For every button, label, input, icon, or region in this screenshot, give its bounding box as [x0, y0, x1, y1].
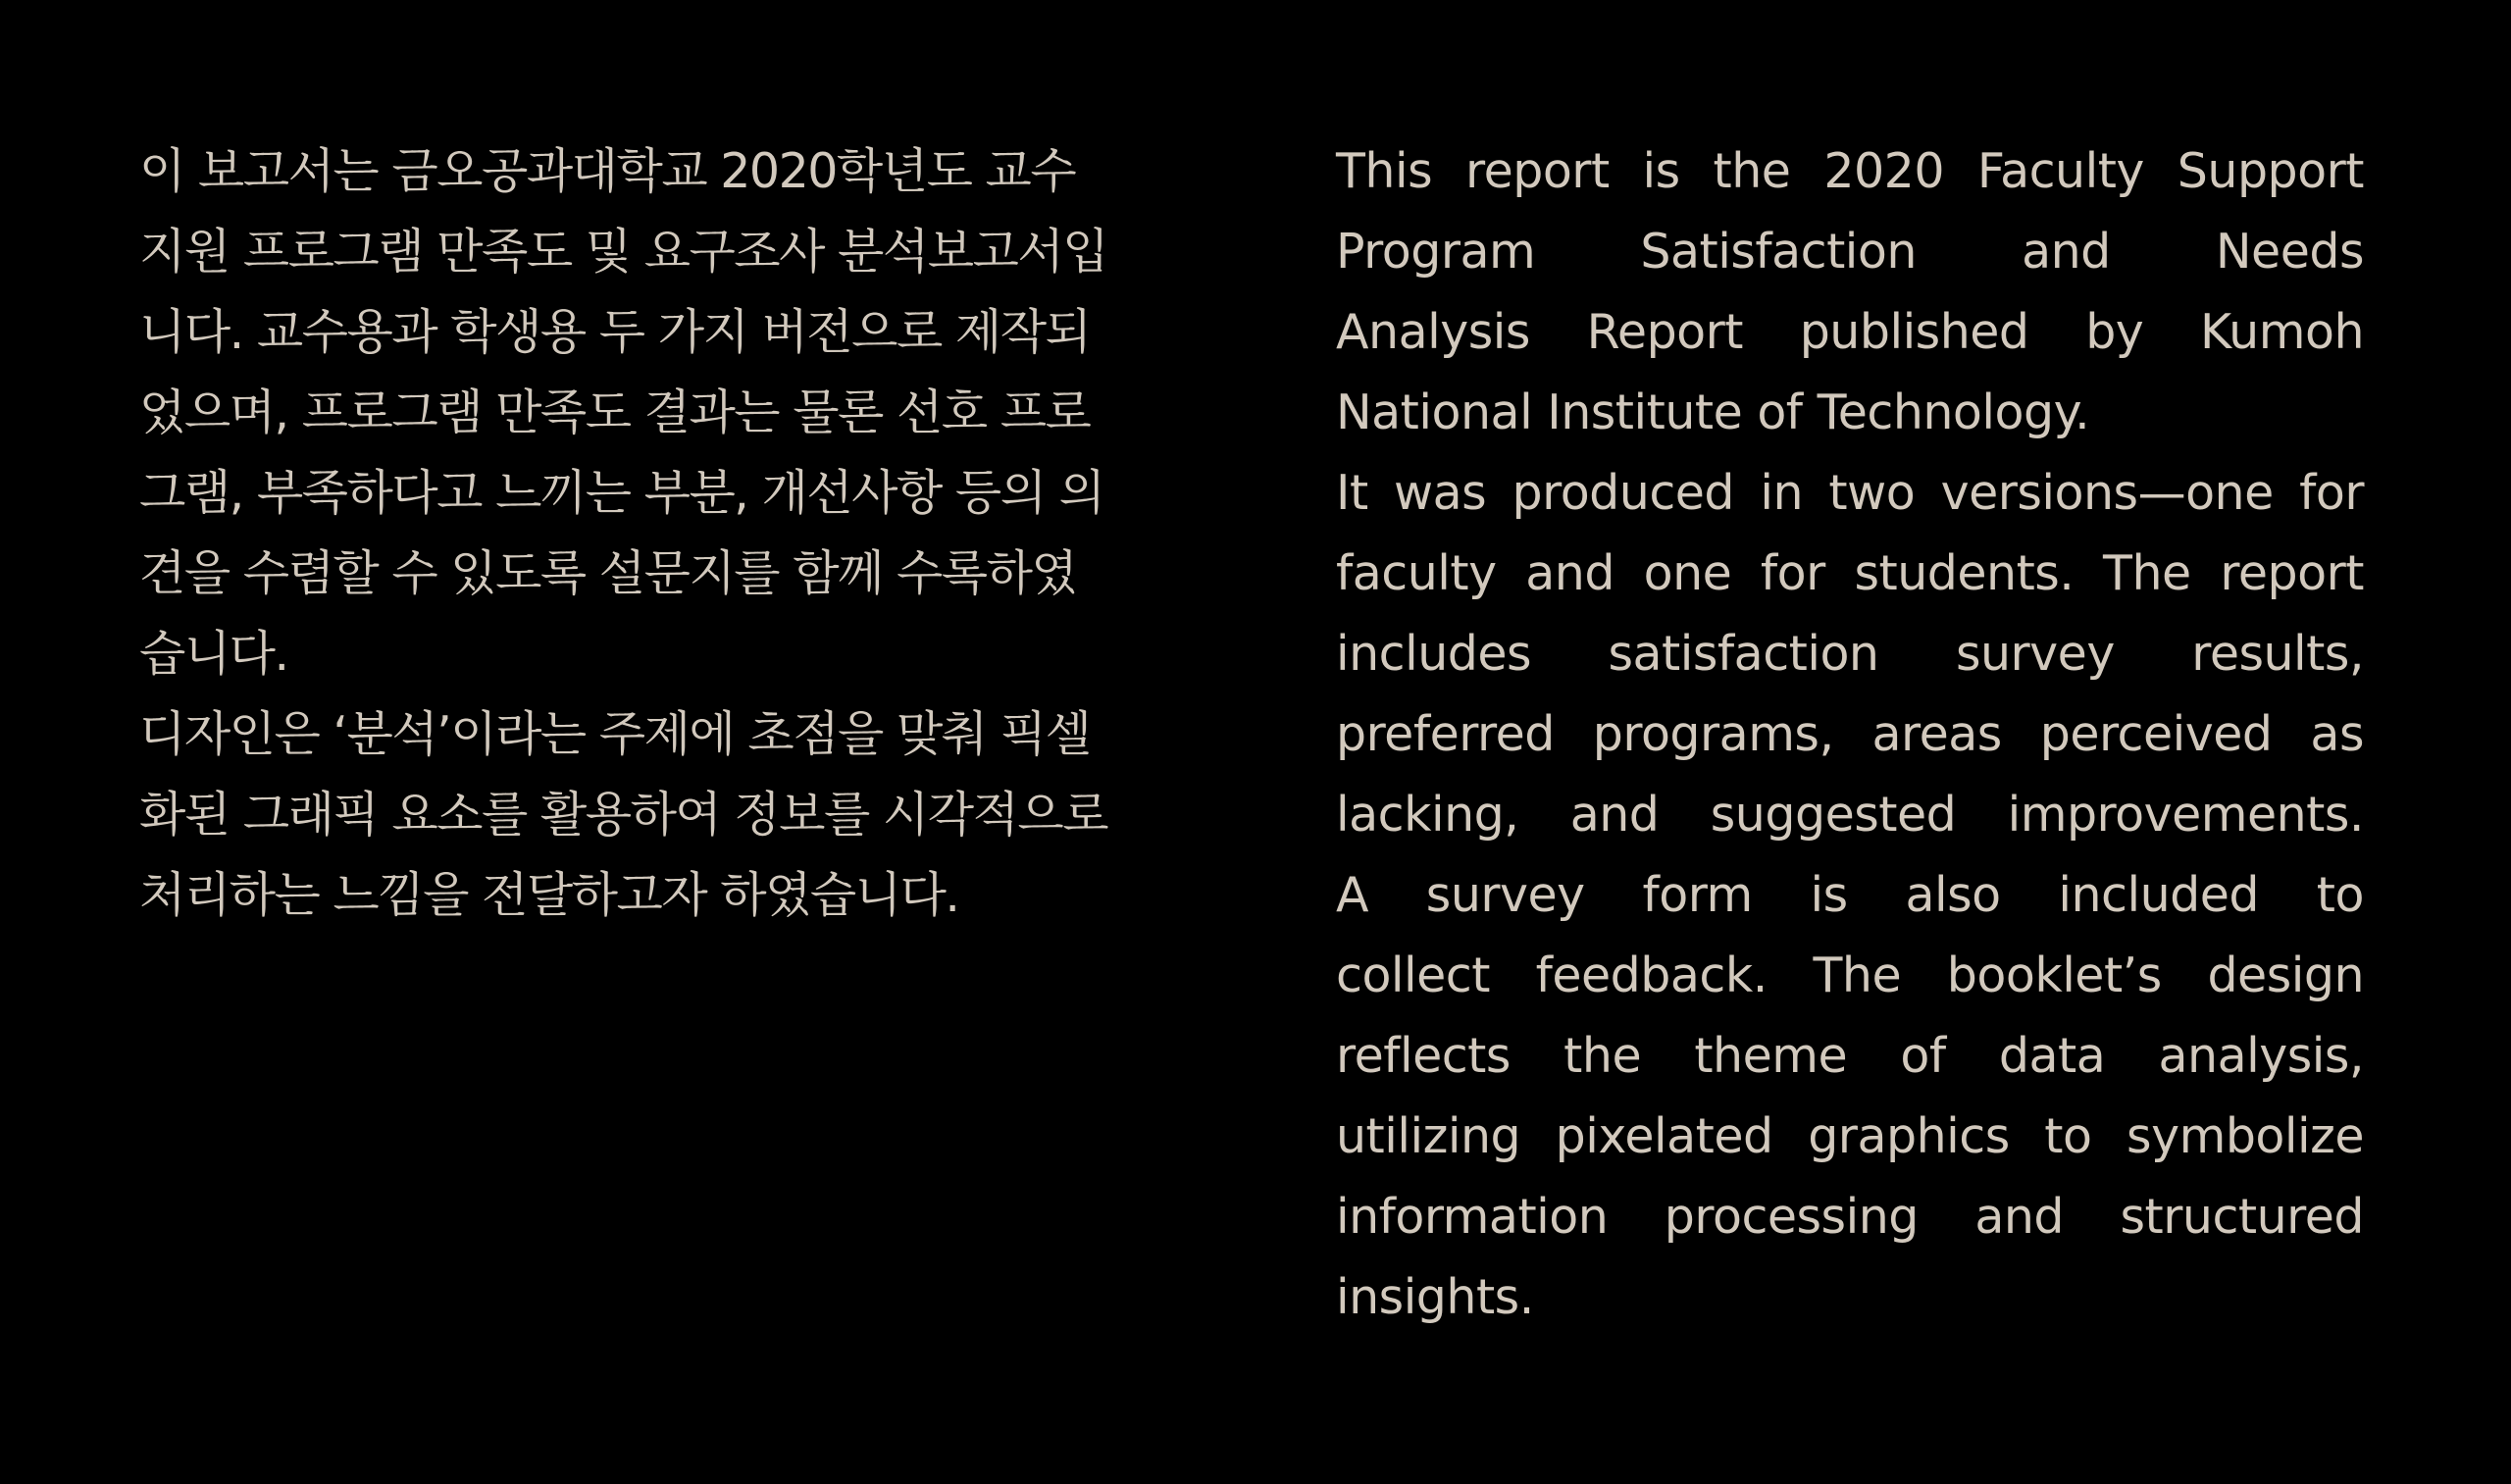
korean-line: 디자인은 ‘분석’이라는 주제에 초점을 맞춰 픽셀 [139, 706, 1091, 762]
english-line: information processing and structured [1336, 1189, 2364, 1245]
korean-line: 이 보고서는 금오공과대학교 2020학년도 교수 [139, 143, 1076, 199]
english-line: This report is the 2020 Faculty Support [1336, 143, 2364, 199]
korean-line: 견을 수렴할 수 있도록 설문지를 함께 수록하였 [139, 545, 1077, 601]
korean-line: 습니다. [139, 626, 288, 682]
korean-line: 화된 그래픽 요소를 활용하여 정보를 시각적으로 [139, 787, 1108, 843]
korean-description [139, 131, 1169, 936]
english-line: reflects the theme of data analysis, [1336, 1028, 2364, 1084]
korean-line: 처리하는 느낌을 전달하고자 하였습니다. [139, 867, 959, 923]
korean-line: 니다. 교수용과 학생용 두 가지 버전으로 제작되 [139, 304, 1091, 360]
english-line: lacking, and suggested improvements. [1336, 787, 2364, 843]
english-description [1336, 131, 2364, 1338]
english-line: It was produced in two versions—one for [1336, 465, 2364, 521]
english-line: preferred programs, areas perceived as [1336, 706, 2364, 762]
english-line: National Institute of Technology. [1336, 384, 2090, 440]
english-line: insights. [1336, 1269, 1534, 1325]
english-line: Program Satisfaction and Needs [1336, 224, 2364, 280]
english-line: collect feedback. The booklet’s design [1336, 947, 2364, 1003]
english-line: includes satisfaction survey results, [1336, 626, 2364, 682]
english-line: Analysis Report published by Kumoh [1336, 304, 2364, 360]
english-line: faculty and one for students. The report [1336, 545, 2364, 601]
korean-line: 그램, 부족하다고 느끼는 부분, 개선사항 등의 의 [139, 465, 1104, 521]
english-line: utilizing pixelated graphics to symbolize [1336, 1108, 2364, 1164]
korean-line: 지원 프로그램 만족도 및 요구조사 분석보고서입 [139, 224, 1108, 280]
korean-line: 었으며, 프로그램 만족도 결과는 물론 선호 프로 [139, 384, 1091, 440]
english-line: A survey form is also included to [1336, 867, 2364, 923]
